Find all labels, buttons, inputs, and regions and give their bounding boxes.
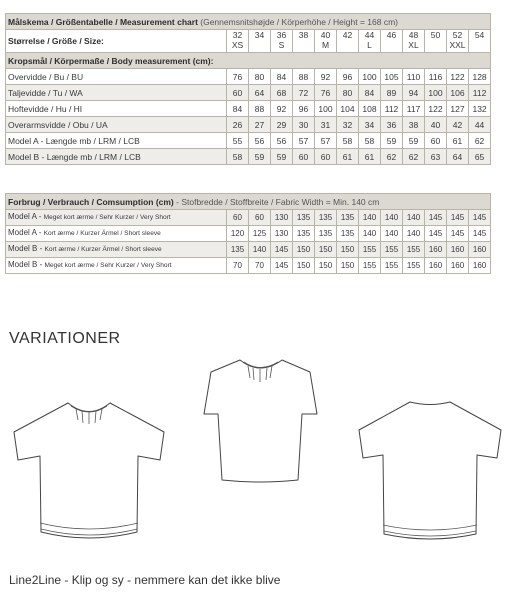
value-cell: 100 (425, 85, 447, 101)
value-cell: 72 (293, 85, 315, 101)
size-number: 40 (320, 30, 331, 40)
table-row (6, 69, 491, 85)
value-cell: 60 (315, 149, 337, 165)
value-cell: 155 (359, 242, 381, 258)
value-cell: 160 (425, 242, 447, 258)
value-cell: 120 (227, 226, 249, 242)
value-cell: 130 (271, 210, 293, 226)
value-cell: 117 (403, 101, 425, 117)
value-cell: 140 (381, 226, 403, 242)
size-number: 32 (232, 30, 243, 40)
value-cell: 108 (359, 101, 381, 117)
value-cell: 57 (315, 133, 337, 149)
size-letter: M (321, 40, 330, 50)
row-label: Overarmsvidde / Obu / UA (6, 117, 227, 133)
shirt-dolman-illustration (10, 398, 168, 558)
table-row (6, 133, 491, 149)
value-cell: 61 (359, 149, 381, 165)
value-cell: 140 (381, 210, 403, 226)
value-cell: 150 (337, 258, 359, 274)
value-cell: 100 (359, 69, 381, 85)
size-number: 44 (364, 30, 375, 40)
value-cell: 59 (381, 133, 403, 149)
value-cell: 84 (359, 85, 381, 101)
value-cell: 112 (381, 101, 403, 117)
table-row (6, 101, 491, 117)
value-cell: 62 (469, 133, 491, 149)
row-label (6, 242, 227, 258)
size-cell (293, 30, 315, 53)
size-letter: XXL (449, 40, 466, 50)
value-cell: 57 (293, 133, 315, 149)
value-cell: 29 (271, 117, 293, 133)
value-cell: 60 (425, 133, 447, 149)
size-number: 48 (408, 30, 419, 40)
value-cell: 31 (315, 117, 337, 133)
size-cell (337, 30, 359, 53)
consumption-title-row (6, 194, 491, 210)
value-cell: 59 (403, 133, 425, 149)
shirt-back-illustration (355, 398, 505, 560)
row-model: Model A - (8, 212, 44, 221)
value-cell: 122 (447, 69, 469, 85)
value-cell: 62 (403, 149, 425, 165)
value-cell: 30 (293, 117, 315, 133)
value-cell: 150 (293, 242, 315, 258)
size-number: 42 (342, 30, 353, 40)
value-cell: 105 (381, 69, 403, 85)
value-cell: 155 (381, 242, 403, 258)
value-cell: 60 (227, 85, 249, 101)
row-description: Kort ærme / Kurzer Ärmel / Short sleeve (44, 246, 162, 253)
value-cell: 116 (425, 69, 447, 85)
consumption-title: Forbrug / Verbrauch / Comsumption (cm) (8, 196, 174, 207)
row-label: Model A - Længde mb / LRM / LCB (6, 133, 227, 149)
value-cell: 160 (447, 242, 469, 258)
size-number: 50 (430, 30, 441, 40)
table-row (6, 117, 491, 133)
row-label (6, 226, 227, 242)
variations-title: VARIATIONER (9, 330, 121, 347)
value-cell: 140 (403, 226, 425, 242)
value-cell: 150 (315, 242, 337, 258)
footer-text: Line2Line - Klip og sy - nemmere kan det ikke blive (9, 573, 281, 587)
value-cell: 56 (271, 133, 293, 149)
value-cell: 145 (469, 226, 491, 242)
measurement-title-cell (6, 14, 491, 30)
value-cell: 55 (227, 133, 249, 149)
value-cell: 42 (447, 117, 469, 133)
row-model: Model B - (8, 244, 45, 253)
size-cell (425, 30, 447, 53)
value-cell: 89 (381, 85, 403, 101)
measurement-title-row (6, 14, 491, 30)
value-cell: 145 (447, 226, 469, 242)
size-number: 54 (474, 30, 485, 40)
table-row (6, 210, 491, 226)
value-cell: 112 (469, 85, 491, 101)
value-cell: 160 (469, 242, 491, 258)
table-row (6, 226, 491, 242)
value-cell: 122 (425, 101, 447, 117)
size-cell (381, 30, 403, 53)
measurement-table (5, 13, 491, 165)
value-cell: 132 (469, 101, 491, 117)
value-cell: 145 (425, 210, 447, 226)
value-cell: 60 (227, 210, 249, 226)
value-cell: 68 (271, 85, 293, 101)
consumption-table (5, 193, 491, 274)
value-cell: 92 (315, 69, 337, 85)
value-cell: 59 (271, 149, 293, 165)
size-number: 52 (452, 30, 463, 40)
row-model: Model A - (8, 228, 44, 237)
value-cell: 135 (293, 226, 315, 242)
value-cell: 155 (381, 258, 403, 274)
value-cell: 64 (447, 149, 469, 165)
value-cell: 96 (293, 101, 315, 117)
value-cell: 104 (337, 101, 359, 117)
value-cell: 155 (403, 242, 425, 258)
table-row (6, 85, 491, 101)
value-cell: 58 (359, 133, 381, 149)
value-cell: 56 (249, 133, 271, 149)
value-cell: 70 (249, 258, 271, 274)
value-cell: 60 (293, 149, 315, 165)
value-cell: 150 (293, 258, 315, 274)
value-cell: 84 (227, 101, 249, 117)
value-cell: 140 (359, 226, 381, 242)
row-description: Meget kort ærme / Sehr Kurzer / Very Short (43, 214, 171, 221)
value-cell: 59 (249, 149, 271, 165)
value-cell: 58 (337, 133, 359, 149)
row-description: Kort ærme / Kurzer Ärmel / Short sleeve (43, 230, 161, 237)
value-cell: 26 (227, 117, 249, 133)
value-cell: 27 (249, 117, 271, 133)
value-cell: 140 (403, 210, 425, 226)
value-cell: 145 (447, 210, 469, 226)
size-cell (227, 30, 249, 53)
size-label-cell (6, 30, 227, 53)
value-cell: 145 (271, 258, 293, 274)
size-cell (271, 30, 293, 53)
size-number: 34 (254, 30, 265, 40)
shirt-front-gathered-illustration (198, 356, 323, 486)
value-cell: 94 (403, 85, 425, 101)
value-cell: 62 (381, 149, 403, 165)
row-label: Overvidde / Bu / BU (6, 69, 227, 85)
consumption-title-cell (6, 194, 491, 210)
value-cell: 88 (249, 101, 271, 117)
value-cell: 58 (227, 149, 249, 165)
size-cell (249, 30, 271, 53)
value-cell: 96 (337, 69, 359, 85)
value-cell: 145 (271, 242, 293, 258)
body-measurement-header-cell (6, 53, 491, 69)
table-row (6, 149, 491, 165)
row-label: Taljevidde / Tu / WA (6, 85, 227, 101)
value-cell: 130 (271, 226, 293, 242)
value-cell: 135 (293, 210, 315, 226)
value-cell: 61 (337, 149, 359, 165)
table-row (6, 242, 491, 258)
size-number: 36 (276, 30, 287, 40)
value-cell: 38 (403, 117, 425, 133)
size-letter: S (278, 40, 285, 50)
value-cell: 160 (447, 258, 469, 274)
value-cell: 92 (271, 101, 293, 117)
value-cell: 65 (469, 149, 491, 165)
value-cell: 160 (469, 258, 491, 274)
value-cell: 32 (337, 117, 359, 133)
body-measurement-header: Kropsmål / Körpermaße / Body measurement (cm): (8, 55, 214, 66)
value-cell: 125 (249, 226, 271, 242)
value-cell: 140 (359, 210, 381, 226)
value-cell: 34 (359, 117, 381, 133)
value-cell: 40 (425, 117, 447, 133)
size-cell (469, 30, 491, 53)
row-label (6, 258, 227, 274)
size-label: Størrelse / Größe / Size: (8, 36, 104, 46)
size-number: 38 (298, 30, 309, 40)
value-cell: 76 (315, 85, 337, 101)
value-cell: 150 (315, 258, 337, 274)
value-cell: 84 (271, 69, 293, 85)
row-label: Model B - Længde mb / LRM / LCB (6, 149, 227, 165)
value-cell: 135 (227, 242, 249, 258)
value-cell: 145 (469, 210, 491, 226)
size-letter: XS (231, 40, 244, 50)
value-cell: 140 (249, 242, 271, 258)
value-cell: 145 (425, 226, 447, 242)
row-model: Model B - (8, 260, 45, 269)
value-cell: 155 (359, 258, 381, 274)
size-row (6, 30, 491, 53)
value-cell: 36 (381, 117, 403, 133)
size-number: 46 (386, 30, 397, 40)
size-letter: L (367, 40, 372, 50)
value-cell: 106 (447, 85, 469, 101)
size-cell (315, 30, 337, 53)
consumption-title-note: - Stofbredde / Stoffbreite / Fabric Width = Min. 140 cm (173, 196, 380, 207)
size-cell (447, 30, 469, 53)
row-description: Meget kort ærme / Sehr Kurzer / Very Short (44, 262, 172, 269)
measurement-title: Målskema / Größentabelle / Measurement chart (8, 16, 198, 27)
size-letter: XL (408, 40, 419, 50)
value-cell: 76 (227, 69, 249, 85)
value-cell: 80 (249, 69, 271, 85)
value-cell: 88 (293, 69, 315, 85)
value-cell: 110 (403, 69, 425, 85)
value-cell: 135 (315, 226, 337, 242)
value-cell: 70 (227, 258, 249, 274)
value-cell: 60 (249, 210, 271, 226)
value-cell: 44 (469, 117, 491, 133)
value-cell: 63 (425, 149, 447, 165)
value-cell: 127 (447, 101, 469, 117)
value-cell: 150 (337, 242, 359, 258)
value-cell: 80 (337, 85, 359, 101)
value-cell: 100 (315, 101, 337, 117)
row-label (6, 210, 227, 226)
body-measurement-header-row (6, 53, 491, 69)
table-row (6, 258, 491, 274)
value-cell: 155 (403, 258, 425, 274)
value-cell: 64 (249, 85, 271, 101)
value-cell: 135 (337, 226, 359, 242)
row-label: Hoftevidde / Hu / HI (6, 101, 227, 117)
value-cell: 61 (447, 133, 469, 149)
size-cell (403, 30, 425, 53)
value-cell: 135 (337, 210, 359, 226)
value-cell: 128 (469, 69, 491, 85)
value-cell: 135 (315, 210, 337, 226)
size-cell (359, 30, 381, 53)
value-cell: 160 (425, 258, 447, 274)
measurement-title-note: (Gennemsnitshøjde / Körperhöhe / Height = 168 cm) (197, 16, 398, 27)
